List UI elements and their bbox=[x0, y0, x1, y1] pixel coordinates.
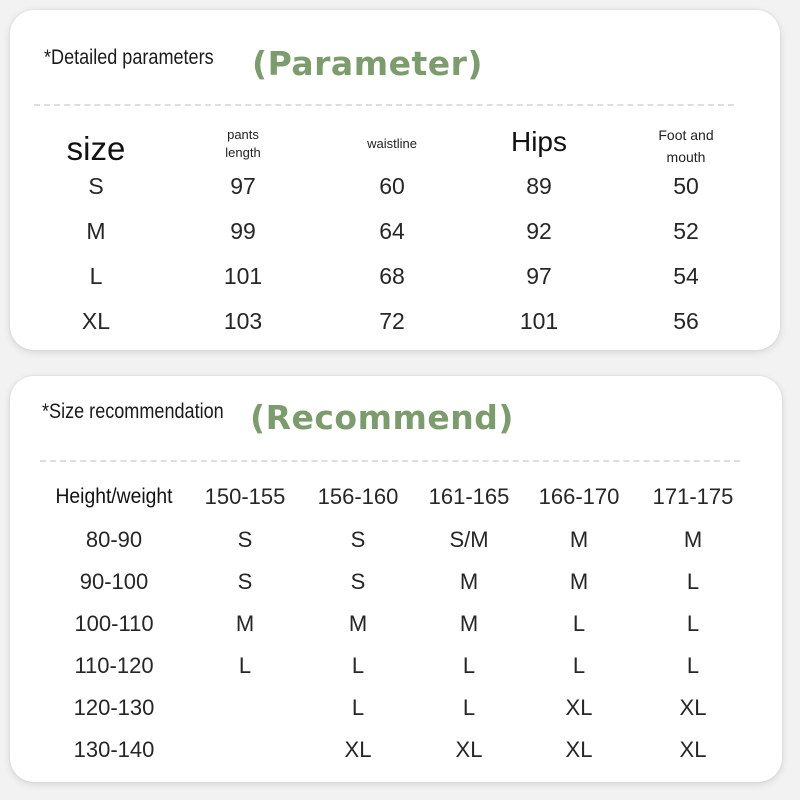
parameters-table-cell: M bbox=[86, 218, 106, 244]
parameters-table-cell: 103 bbox=[223, 308, 263, 334]
parameters-accent-title: (Parameter) bbox=[252, 44, 483, 83]
recommendation-table-cell: 100-110 bbox=[74, 611, 154, 636]
recommendation-table-cell: S/M bbox=[449, 527, 489, 552]
recommendation-table-cell: XL bbox=[565, 737, 593, 762]
recommendation-table-cell: L bbox=[238, 653, 252, 678]
parameters-table-cell: 92 bbox=[526, 218, 552, 244]
parameters-divider bbox=[34, 104, 734, 106]
recommendation-table-cell: S bbox=[350, 569, 366, 594]
recommendation-header-cell: 161-165 bbox=[428, 484, 510, 509]
parameters-card bbox=[10, 10, 780, 350]
recommendation-table-cell: XL bbox=[679, 695, 707, 720]
parameters-table-cell: 54 bbox=[673, 263, 699, 289]
parameters-heading bbox=[44, 44, 483, 83]
parameters-table-cell: 97 bbox=[230, 173, 256, 199]
parameters-table-cell: 68 bbox=[379, 263, 405, 289]
parameters-table-cell: 60 bbox=[379, 173, 405, 199]
parameters-table-cell: 101 bbox=[519, 308, 559, 334]
recommendation-table-cell: XL bbox=[455, 737, 483, 762]
recommendation-heading bbox=[42, 398, 514, 437]
recommendation-table-cell: L bbox=[462, 653, 476, 678]
recommendation-accent-title: (Recommend) bbox=[250, 398, 514, 437]
parameters-header-cell: size bbox=[66, 130, 126, 167]
recommendation-table-cell: 90-100 bbox=[79, 569, 149, 594]
parameters-table-cell: 101 bbox=[223, 263, 263, 289]
recommendation-table-cell: L bbox=[572, 653, 586, 678]
recommendation-divider bbox=[40, 460, 740, 462]
recommendation-table-cell: M bbox=[348, 611, 368, 636]
recommendation-header-cell: 171-175 bbox=[652, 484, 734, 509]
recommendation-table-cell: L bbox=[351, 653, 365, 678]
recommendation-table-cell: S bbox=[350, 527, 366, 552]
recommendation-table-cell: M bbox=[683, 527, 703, 552]
recommendation-table-cell: XL bbox=[679, 737, 707, 762]
recommendation-table-cell: L bbox=[686, 569, 700, 594]
recommendation-table-cell: L bbox=[686, 611, 700, 636]
parameters-label: *Detailed parameters bbox=[44, 46, 214, 69]
recommendation-label: *Size recommendation bbox=[42, 400, 224, 423]
parameters-table-cell: 72 bbox=[379, 308, 405, 334]
recommendation-table-cell: 130-140 bbox=[73, 737, 155, 762]
recommendation-table-cell: M bbox=[459, 611, 479, 636]
recommendation-table-cell: M bbox=[569, 527, 589, 552]
parameters-table-cell: 56 bbox=[673, 308, 699, 334]
recommendation-table-cell: M bbox=[235, 611, 255, 636]
parameters-table-cell: 89 bbox=[526, 173, 552, 199]
parameters-table-cell: 99 bbox=[230, 218, 256, 244]
recommendation-table-cell: 110-120 bbox=[74, 653, 154, 678]
recommendation-header-cell: 150-155 bbox=[204, 484, 286, 509]
parameters-table-cell: S bbox=[88, 173, 104, 199]
recommendation-table-cell: M bbox=[569, 569, 589, 594]
parameters-table-cell: 64 bbox=[379, 218, 405, 244]
parameters-table-cell: 97 bbox=[526, 263, 552, 289]
parameters-table-cell: L bbox=[89, 263, 103, 289]
parameters-header-cell: waistline bbox=[367, 136, 417, 151]
recommendation-table-cell: L bbox=[462, 695, 476, 720]
parameters-header-cell: pants length bbox=[225, 127, 261, 160]
parameters-header-cell: Hips bbox=[510, 126, 568, 157]
recommendation-header-cell: 166-170 bbox=[538, 484, 620, 509]
recommendation-table-cell: M bbox=[459, 569, 479, 594]
recommendation-table-cell: L bbox=[572, 611, 586, 636]
recommendation-table-cell: L bbox=[686, 653, 700, 678]
recommendation-table-cell: XL bbox=[344, 737, 372, 762]
parameters-table-cell: XL bbox=[81, 308, 111, 334]
recommendation-table-cell: 120-130 bbox=[73, 695, 155, 720]
recommendation-table-cell: S bbox=[237, 569, 253, 594]
recommendation-header-cell: Height/weight bbox=[55, 485, 173, 508]
parameters-table-cell: 50 bbox=[673, 173, 699, 199]
parameters-table-cell: 52 bbox=[673, 218, 699, 244]
recommendation-table-cell: XL bbox=[565, 695, 593, 720]
recommendation-table-cell: S bbox=[237, 527, 253, 552]
recommendation-table-cell: L bbox=[351, 695, 365, 720]
recommendation-table-cell: 80-90 bbox=[85, 527, 143, 552]
parameters-header-cell: Foot and mouth bbox=[658, 127, 714, 165]
recommendation-header-cell: 156-160 bbox=[317, 484, 399, 509]
recommendation-card bbox=[10, 376, 782, 782]
